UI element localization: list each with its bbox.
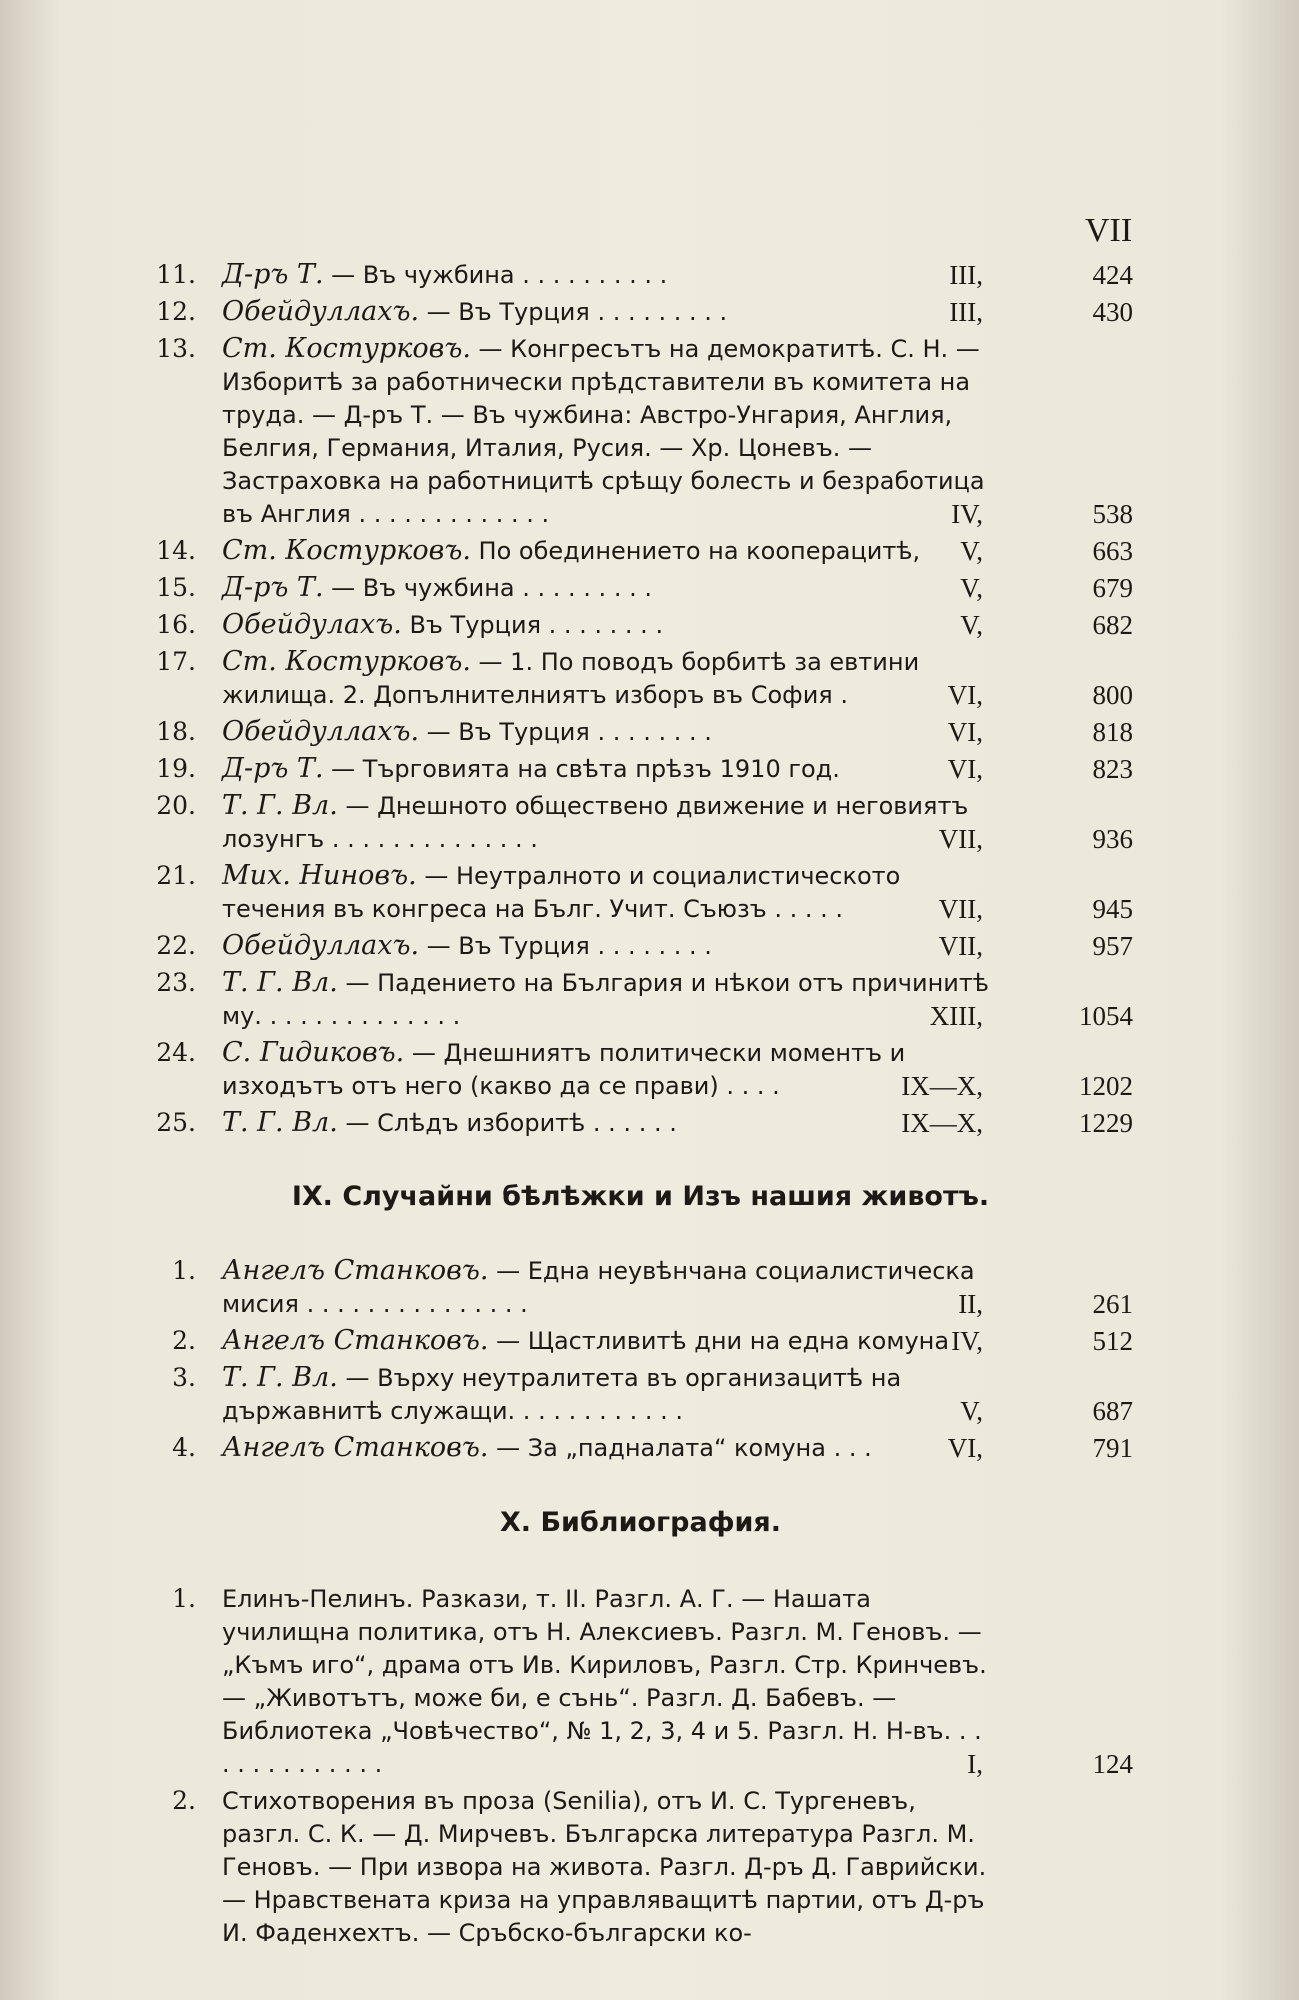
entry-volume: II, (958, 1289, 983, 1319)
entry-volume: IV, (951, 499, 983, 529)
entry-title: — Въ Турция . . . . . . . . (419, 932, 712, 960)
entry-volume: VI, (947, 1433, 983, 1463)
section-ix-heading: IX. Случайни бѣлѣжки и Изъ нашия животъ. (291, 1181, 990, 1212)
entry-page: 682 (1092, 610, 1133, 640)
entry-volume: V, (960, 1396, 983, 1426)
list-item (148, 752, 1133, 786)
entry-page: 800 (1092, 680, 1133, 710)
entry-author: Ангелъ Станковъ. (222, 1325, 489, 1356)
entry-volume: V, (960, 610, 983, 640)
entry-author: Обейдуллахъ. (222, 716, 420, 747)
entry-title: — За „падналата“ комуна . . . (488, 1434, 872, 1462)
entry-author: Обейдулахъ. (222, 609, 402, 640)
entry-number: 24. (156, 1038, 196, 1067)
entry-page: 945 (1092, 894, 1133, 924)
entry-title: — Конгресътъ на демократитѣ. С. Н. — Изборитѣ за работнически прѣдставители въ комитета на труда. — Д-ръ Т. — Въ чужбина: Австро-Унгария, Англия, Белгия, Германия, Италия, Русия. — Хр. Цоневъ. — Застраховка на работницитѣ срѣщу болесть и безработица въ Англия . . . . . . . . . . . . . (222, 335, 985, 528)
entry-text (222, 258, 992, 292)
entry-author: Д-ръ Т. (222, 572, 324, 603)
entry-volume: VI, (947, 680, 983, 710)
list-item (148, 1106, 1133, 1140)
entry-volume: VI, (947, 717, 983, 747)
entry-text (222, 929, 992, 963)
entry-title: — Въ Турция . . . . . . . . . (419, 298, 728, 326)
list-item (148, 1036, 1133, 1103)
entry-text (222, 966, 992, 1033)
entry-number: 16. (156, 610, 196, 639)
entry-author: Д-ръ Т. (222, 259, 324, 290)
entry-volume: VII, (938, 931, 983, 961)
entry-title: — 1. По поводъ борбитѣ за евтини жилища. 2. Допълнителниятъ изборъ въ София . (222, 648, 920, 709)
entry-title: — Слѣдъ изборитѣ . . . . . . (337, 1109, 677, 1137)
entry-number: 2. (172, 1786, 196, 1815)
entry-number: 13. (156, 334, 196, 363)
entry-number: 23. (156, 968, 196, 997)
entry-page: 957 (1092, 931, 1133, 961)
entry-volume: III, (949, 260, 983, 290)
entry-page: 261 (1092, 1289, 1133, 1319)
entry-number: 19. (156, 754, 196, 783)
entry-author: Обейдуллахъ. (222, 930, 420, 961)
entry-text (222, 1254, 992, 1321)
entry-title: Стихотворения въ проза (Senilia), отъ И. С. Тургеневъ, разгл. С. К. — Д. Мирчевъ. Българска литература Разгл. М. Геновъ. — При извора на живота. Разгл. Д-ръ Д. Гаврийски. — Нравствената криза на управляващитѣ партии, отъ Д-ръ И. Фаденхехтъ. — Сръбско-български ко- (222, 1787, 987, 1947)
list-item (148, 1431, 1133, 1465)
section-x-heading: X. Библиография. (499, 1507, 782, 1538)
entry-number: 17. (156, 647, 196, 676)
entry-author: Т. Г. Вл. (222, 1107, 338, 1138)
entry-number: 14. (156, 536, 196, 565)
entry-title: — Една неувѣнчана социалистическа мисия . . . . . . . . . . . . . . . (222, 1257, 975, 1318)
section-x-list (148, 1582, 1133, 1953)
entry-page: 663 (1092, 536, 1133, 566)
entry-author: Д-ръ Т. (222, 753, 324, 784)
entry-author: Ангелъ Станковъ. (222, 1255, 489, 1286)
entry-page: 687 (1092, 1396, 1133, 1426)
entry-text (222, 1431, 992, 1465)
entry-volume: VII, (938, 894, 983, 924)
list-item (148, 1784, 1133, 1950)
entry-author: Мих. Ниновъ. (222, 860, 417, 891)
entry-page: 791 (1092, 1433, 1133, 1463)
entry-page: 512 (1092, 1326, 1133, 1356)
entry-author: Ст. Костурковъ. (222, 535, 471, 566)
list-item (148, 789, 1133, 856)
list-item (148, 571, 1133, 605)
entry-author: Ст. Костурковъ. (222, 333, 471, 364)
list-item (148, 534, 1133, 568)
entry-text (222, 534, 992, 568)
entry-volume: XIII, (929, 1001, 983, 1031)
entry-number: 21. (156, 861, 196, 890)
entry-volume: IX—X, (901, 1071, 983, 1101)
list-item (148, 966, 1133, 1033)
page-number: VII (1085, 212, 1133, 249)
entry-page: 823 (1092, 754, 1133, 784)
entry-title: — Щастливитѣ дни на една комуна (488, 1327, 950, 1355)
entry-page: 124 (1092, 1749, 1133, 1779)
entry-number: 4. (172, 1433, 196, 1462)
entry-text (222, 645, 992, 712)
entry-text (222, 752, 992, 786)
entry-title: — Днешното обществено движение и неговиятъ лозунгъ . . . . . . . . . . . . . . (222, 792, 969, 853)
entry-author: Т. Г. Вл. (222, 790, 338, 821)
entry-number: 15. (156, 573, 196, 602)
entry-page: 424 (1092, 260, 1133, 290)
entry-author: Ст. Костурковъ. (222, 646, 471, 677)
entry-author: Ангелъ Станковъ. (222, 1432, 489, 1463)
entry-page: 1202 (1079, 1071, 1133, 1101)
entry-text (222, 1784, 992, 1950)
entry-number: 18. (156, 717, 196, 746)
entry-volume: I, (967, 1749, 983, 1779)
entry-title: — Въ Турция . . . . . . . . (419, 718, 712, 746)
entry-page: 430 (1092, 297, 1133, 327)
entry-text (222, 1036, 992, 1103)
list-item (148, 645, 1133, 712)
entry-volume: IX—X, (901, 1108, 983, 1138)
entry-title: — Въ чужбина . . . . . . . . . . (323, 261, 668, 289)
section-viii-list (148, 258, 1133, 1143)
entry-page: 936 (1092, 824, 1133, 854)
entry-author: Обейдуллахъ. (222, 296, 420, 327)
entry-number: 12. (156, 297, 196, 326)
entry-page: 818 (1092, 717, 1133, 747)
entry-volume: VII, (938, 824, 983, 854)
entry-number: 3. (172, 1363, 196, 1392)
entry-page: 679 (1092, 573, 1133, 603)
entry-title: — Върху неутралитета въ организацитѣ на държавнитѣ служащи. . . . . . . . . . . . (222, 1364, 902, 1425)
entry-text (222, 1106, 992, 1140)
entry-number: 25. (156, 1108, 196, 1137)
entry-text (222, 1361, 992, 1428)
entry-author: Т. Г. Вл. (222, 1362, 338, 1393)
list-item (148, 715, 1133, 749)
entry-author: С. Гидиковъ. (222, 1037, 405, 1068)
entry-text (222, 1324, 992, 1358)
entry-author: Т. Г. Вл. (222, 967, 338, 998)
list-item (148, 295, 1133, 329)
entry-volume: IV, (951, 1326, 983, 1356)
entry-text (222, 789, 992, 856)
entry-number: 22. (156, 931, 196, 960)
entry-text (222, 1582, 992, 1781)
list-item (148, 1582, 1133, 1781)
list-item (148, 1324, 1133, 1358)
list-item (148, 608, 1133, 642)
entry-page: 1229 (1079, 1108, 1133, 1138)
entry-number: 20. (156, 791, 196, 820)
entry-title: — Падението на България и нѣкои отъ причинитѣ му. . . . . . . . . . . . . . (222, 969, 989, 1030)
list-item (148, 1254, 1133, 1321)
entry-volume: VI, (947, 754, 983, 784)
section-ix-list (148, 1254, 1133, 1468)
entry-text (222, 715, 992, 749)
entry-text (222, 571, 992, 605)
entry-title: Въ Турция . . . . . . . . (401, 611, 664, 639)
entry-title: — Въ чужбина . . . . . . . . . (323, 574, 652, 602)
entry-volume: III, (949, 297, 983, 327)
entry-number: 1. (172, 1256, 196, 1285)
list-item (148, 332, 1133, 531)
entry-title: — Неутралното и социалистическото течения въ конгреса на Бълг. Учит. Съюзъ . . . . . (222, 862, 901, 923)
entry-number: 1. (172, 1584, 196, 1613)
list-item (148, 1361, 1133, 1428)
entry-title: — Днешниятъ политически моментъ и изходътъ отъ него (какво да се прави) . . . . (222, 1039, 906, 1100)
entry-title: — Търговията на свѣта прѣзъ 1910 год. (323, 755, 840, 783)
entry-title: По обединението на кооперацитѣ, (470, 537, 921, 565)
entry-page: 1054 (1079, 1001, 1133, 1031)
entry-text (222, 608, 992, 642)
entry-page: 538 (1092, 499, 1133, 529)
entry-text (222, 295, 992, 329)
list-item (148, 929, 1133, 963)
entry-text (222, 859, 992, 926)
entry-number: 2. (172, 1326, 196, 1355)
entry-title: Елинъ-Пелинъ. Разкази, т. II. Разгл. А. Г. — Нашата училищна политика, отъ Н. Алексиевъ. Разгл. М. Геновъ. — „Къмъ иго“, драма отъ Ив. Кириловъ, Разгл. Стр. Кринчевъ. — „Животътъ, може би, е сънь“. Разгл. Д. Бабевъ. — Библиотека „Човѣчество“, № 1, 2, 3, 4 и 5. Разгл. Н. Н-въ. . . . . . . . . . . . . . (222, 1585, 987, 1778)
entry-text (222, 332, 992, 531)
entry-volume: V, (960, 536, 983, 566)
list-item (148, 859, 1133, 926)
list-item (148, 258, 1133, 292)
entry-number: 11. (156, 260, 196, 289)
entry-volume: V, (960, 573, 983, 603)
